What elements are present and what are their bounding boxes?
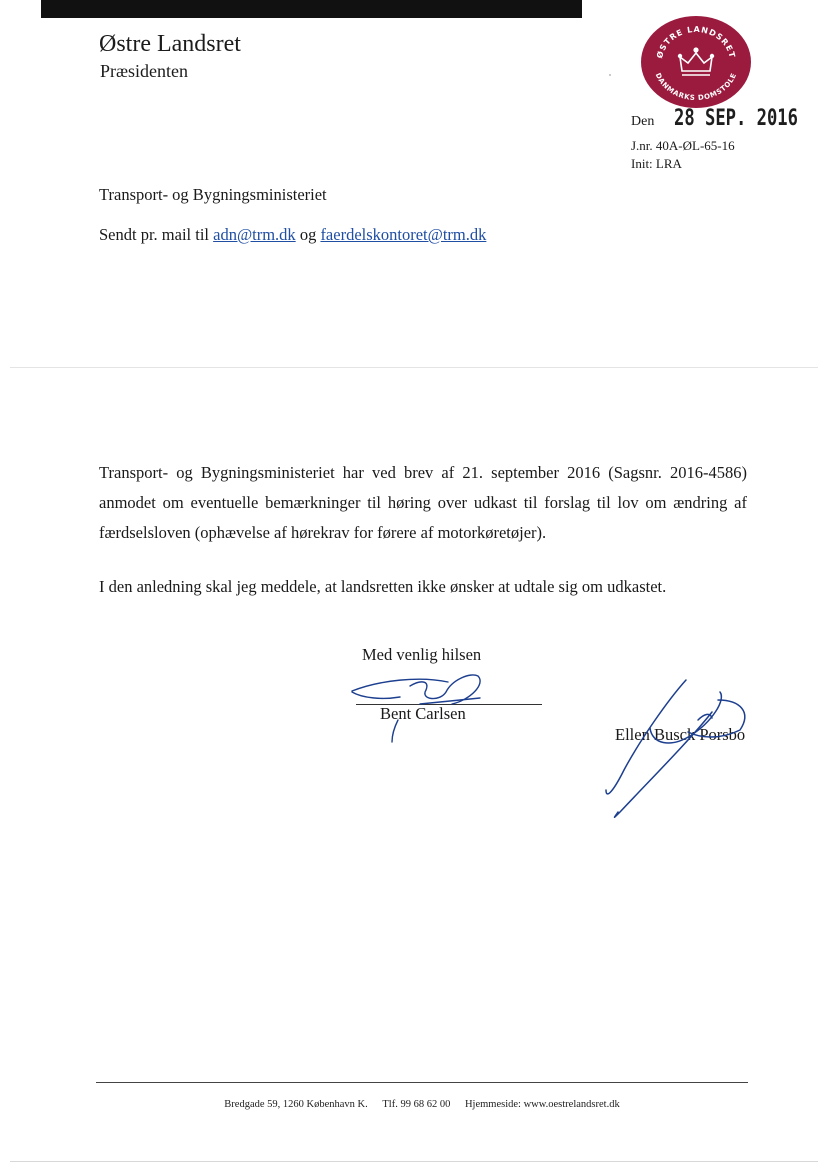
footer [96, 1099, 748, 1110]
sent-prefix: Sendt pr. mail til [99, 225, 209, 244]
conjunction: og [299, 225, 317, 244]
email-link-adn[interactable]: adn@trm.dk [213, 225, 296, 244]
date-label: Den [631, 114, 655, 129]
body-paragraph-1: Transport- og Bygningsministeriet har ved brev af 21. september 2016 (Sagsnr. 2016-4586) anmodet om eventuelle bemærkninger til høring over udkast til forslag til lov om ændring af færdselsloven (ophævelse af hørekrav for førere af motorkøretøjer). [99, 463, 747, 542]
sent-by-mail-line [99, 225, 486, 245]
signature-ellen-busck-porsbo [606, 680, 745, 817]
body-paragraph-2: I den anledning skal jeg meddele, at landsretten ikke ønsker at udtale sig om udkastet. [99, 577, 667, 596]
footer-phone: Tlf. 99 68 62 00 [382, 1099, 451, 1110]
signer-2-name: Ellen Busck Porsbo [615, 725, 746, 744]
seal-top-text: ØSTRE LANDSRET [655, 24, 737, 60]
date-line [631, 106, 828, 131]
speck [609, 74, 611, 76]
footer-address: Bredgade 59, 1260 København K. [224, 1099, 368, 1110]
footer-website: Hjemmeside: www.oestrelandsret.dk [464, 1099, 620, 1110]
date-stamp: 28 SEP. 2016 [674, 106, 799, 131]
scan-divider [10, 367, 818, 368]
recipient-name: Transport- og Bygningsministeriet [99, 185, 327, 204]
bottom-scan-edge [10, 1161, 818, 1162]
court-name: Østre Landsret [99, 31, 241, 57]
closing-greeting: Med venlig hilsen [362, 645, 482, 664]
initials: Init: LRA [631, 156, 682, 171]
office-title: Præsidenten [100, 61, 188, 81]
top-black-bar [41, 0, 582, 18]
email-link-faerdelskontoret[interactable]: faerdelskontoret@trm.dk [320, 225, 487, 244]
court-seal [640, 14, 752, 110]
reference-block [631, 137, 735, 173]
journal-number: J.nr. 40A-ØL-65-16 [631, 138, 735, 153]
signer-1-name: Bent Carlsen [380, 704, 466, 723]
footer-rule [96, 1082, 748, 1083]
seal-bottom-text: DANMARKS DOMSTOLE [653, 71, 739, 103]
